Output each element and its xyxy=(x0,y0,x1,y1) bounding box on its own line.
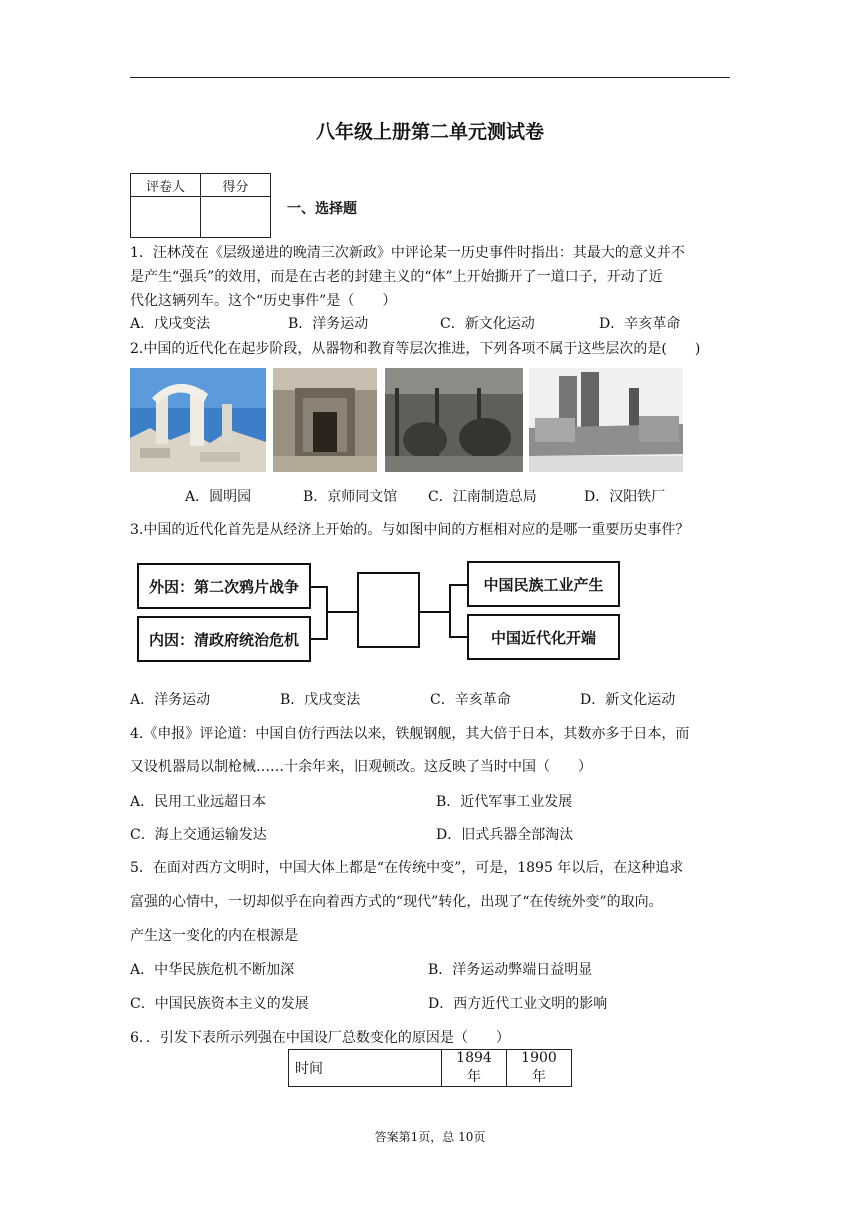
jiangnan-arsenal-photo xyxy=(385,368,523,472)
grader-cell xyxy=(131,197,201,238)
q5-line-3: 产生这一变化的内在根源是 xyxy=(130,928,298,944)
diagram-result-industry-label: 中国民族工业产生 xyxy=(483,575,604,594)
diagram-connector xyxy=(449,584,451,638)
q5-line-1: 5．在面对西方文明时，中国大体上都是“在传统中变”，可是，1895 年以后，在这种追求 xyxy=(130,860,684,876)
yuanmingyuan-photo xyxy=(130,368,266,472)
diagram-connector xyxy=(326,586,328,640)
q1-line-3: 代化这辆列车。这个“历史事件”是（ ） xyxy=(130,293,397,309)
q1-option-b: B．洋务运动 xyxy=(288,316,369,332)
tongwenguan-photo xyxy=(273,368,377,472)
q2-option-b: B．京师同文馆 xyxy=(303,489,398,505)
q6-line-1: 6．．引发下表所示列强在中国设厂总数变化的原因是（ ） xyxy=(130,1030,510,1046)
q3-option-a: A．洋务运动 xyxy=(130,692,211,708)
q6-table xyxy=(288,1049,572,1087)
q5-option-a: A．中华民族危机不断加深 xyxy=(130,962,295,978)
q5-option-b: B．洋务运动弊端日益明显 xyxy=(428,962,593,978)
q1-option-d: D．辛亥革命 xyxy=(599,316,681,332)
q4-option-a: A．民用工业远超日本 xyxy=(130,794,267,810)
q5-line-2: 富强的心情中，一切却似乎在向着西方式的“现代”转化，出现了“在传统外变”的取向。 xyxy=(130,894,663,910)
q5-option-d: D．西方近代工业文明的影响 xyxy=(428,996,608,1012)
hanyang-ironworks-photo xyxy=(529,368,683,472)
q5-option-c: C．中国民族资本主义的发展 xyxy=(130,996,309,1012)
q3-line-1: 3.中国的近代化首先是从经济上开始的。与如图中间的方框相对应的是哪一重要历史事件？ xyxy=(130,522,690,538)
score-table-grader-label: 评卷人 xyxy=(131,174,201,197)
q1-option-c: C．新文化运动 xyxy=(440,316,535,332)
q6-table-header-1900: 1900 年 xyxy=(507,1050,572,1087)
diagram-connector xyxy=(449,636,467,638)
q1-line-1: 1．汪林茂在《层级递进的晚清三次新政》中评论某一历史事件时指出：其最大的意义并不 xyxy=(130,245,685,261)
q3-option-b: B．戊戌变法 xyxy=(280,692,361,708)
q6-table-header-time: 时间 xyxy=(289,1050,442,1087)
diagram-external-cause xyxy=(137,563,311,609)
q2-option-d: D．汉阳铁厂 xyxy=(584,489,666,505)
diagram-result-modernization-label: 中国近代化开端 xyxy=(490,628,596,647)
diagram-connector xyxy=(420,611,450,613)
diagram-connector xyxy=(449,584,467,586)
q4-option-c: C．海上交通运输发达 xyxy=(130,827,267,843)
diagram-result-industry xyxy=(467,561,620,607)
diagram-external-cause-label: 外因：第二次鸦片战争 xyxy=(148,577,299,596)
diagram-connector xyxy=(311,638,327,640)
diagram-connector xyxy=(326,611,357,613)
q6-table-header-1894: 1894 年 xyxy=(442,1050,507,1087)
score-table-score-label: 得分 xyxy=(201,174,271,197)
page-title: 八年级上册第二单元测试卷 xyxy=(315,121,544,143)
q4-option-b: B．近代军事工业发展 xyxy=(436,794,573,810)
diagram-internal-cause xyxy=(137,616,311,662)
page-footer: 答案第1页，总 10页 xyxy=(374,1130,486,1144)
q2-option-a: A．圆明园 xyxy=(185,489,252,505)
q1-line-2: 是产生“强兵”的效用，而是在古老的封建主义的“体”上开始撕开了一道口子，开动了近 xyxy=(130,269,663,285)
diagram-connector xyxy=(311,586,327,588)
q4-option-d: D．旧式兵器全部淘汰 xyxy=(436,827,574,843)
q3-option-c: C．辛亥革命 xyxy=(430,692,511,708)
q4-line-1: 4.《申报》评论道：中国自仿行西法以来，铁舰钢舰，其大倍于日本，其数亦多于日本，而 xyxy=(130,726,690,742)
score-cell xyxy=(201,197,271,238)
score-table xyxy=(130,173,271,238)
q3-option-d: D．新文化运动 xyxy=(580,692,676,708)
diagram-blank-box xyxy=(357,572,420,648)
section-title: 一、选择题 xyxy=(287,201,357,217)
q1-option-a: A．戊戌变法 xyxy=(130,316,211,332)
diagram-internal-cause-label: 内因：清政府统治危机 xyxy=(148,630,299,649)
q4-line-2: 又设机器局以制枪械……十余年来，旧观顿改。这反映了当时中国（ ） xyxy=(130,759,592,775)
header-rule xyxy=(130,77,730,78)
q2-option-c: C．江南制造总局 xyxy=(428,489,537,505)
q2-line-1: 2.中国的近代化在起步阶段，从器物和教育等层次推进，下列各项不属于这些层次的是( ) xyxy=(130,341,701,357)
diagram-result-modernization xyxy=(467,614,620,660)
